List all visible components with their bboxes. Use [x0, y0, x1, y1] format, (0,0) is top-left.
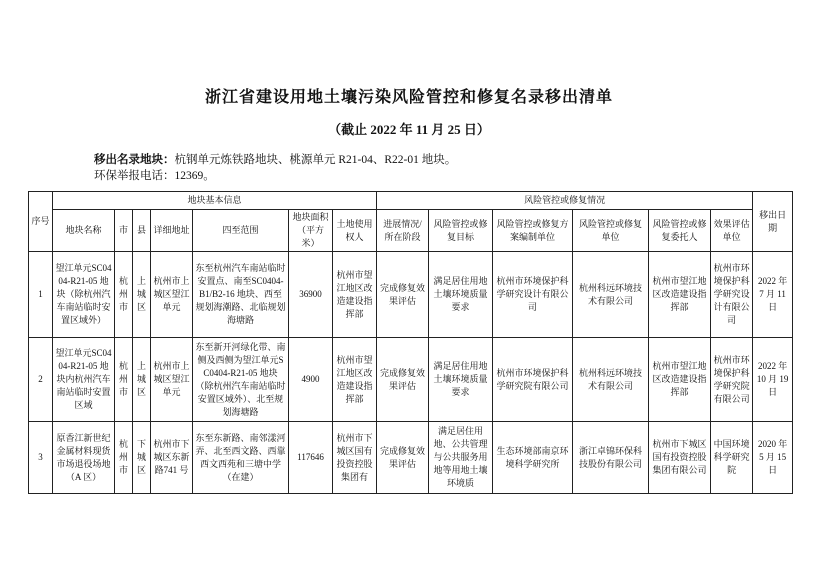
cell-area: 4900	[289, 338, 333, 422]
cell-removal-date: 2022 年 7 月 11 日	[753, 252, 793, 338]
cell-address: 杭州市下城区东新路741 号	[151, 422, 193, 494]
cell-area: 36900	[289, 252, 333, 338]
header-boundary: 四至范围	[193, 210, 289, 252]
cell-client: 杭州市望江地区改造建设指挥部	[649, 252, 711, 338]
cell-area: 117646	[289, 422, 333, 494]
cell-plot-name: 原香江新世纪金属材料现货市场退役场地（A 区）	[53, 422, 115, 494]
cell-plan-unit: 生态环境部南京环境科学研究所	[493, 422, 573, 494]
header-repair-unit: 风险管控或修复单位	[573, 210, 649, 252]
header-area: 地块面积（平方米）	[289, 210, 333, 252]
table-group-header-row	[29, 192, 793, 210]
cell-removal-date: 2022 年 10 月 19 日	[753, 338, 793, 422]
removed-plots-line	[94, 152, 818, 168]
table-row	[29, 252, 793, 338]
header-assess-unit: 效果评估单位	[711, 210, 753, 252]
cell-client: 杭州市下城区国有投资控股集团有限公司	[649, 422, 711, 494]
header-group-basic-info: 地块基本信息	[53, 192, 377, 210]
table-row	[29, 338, 793, 422]
cell-city: 杭州市	[115, 422, 133, 494]
cell-address: 杭州市上城区望江单元	[151, 252, 193, 338]
cell-county: 上城区	[133, 338, 151, 422]
cell-assess-unit: 杭州市环境保护科学研究院有限公司	[711, 338, 753, 422]
cell-target: 满足居住用地土壤环境质量要求	[429, 338, 493, 422]
cell-land-user: 杭州市望江地区改造建设指挥部	[333, 252, 377, 338]
cell-stage: 完成修复效果评估	[377, 252, 429, 338]
cell-assess-unit: 杭州市环境保护科学研究设计有限公司	[711, 252, 753, 338]
cell-plot-name: 望江单元SC0404-R21-05 地块内杭州汽车南站临时安置区域	[53, 338, 115, 422]
removed-plots-value: 杭钢单元炼铁路地块、桃源单元 R21-04、R22-01 地块。	[174, 154, 457, 166]
header-county: 县	[133, 210, 151, 252]
cell-target: 满足居住用地土壤环境质量要求	[429, 252, 493, 338]
hotline-label: 环保举报电话：	[94, 170, 175, 182]
cell-assess-unit: 中国环境科学研究院	[711, 422, 753, 494]
cell-seq: 1	[29, 252, 53, 338]
table-row	[29, 422, 793, 494]
removal-list-table	[28, 191, 793, 494]
cell-seq: 3	[29, 422, 53, 494]
header-plot-name: 地块名称	[53, 210, 115, 252]
cell-land-user: 杭州市望江地区改造建设指挥部	[333, 338, 377, 422]
cell-boundary: 东至杭州汽车南站临时安置点、南至SC0404-B1/B2-16 地块、西至规划海潮路、北临规划海塘路	[193, 252, 289, 338]
cell-county: 上城区	[133, 252, 151, 338]
cell-boundary: 东至东新路、南邻漾河弄、北至西文路、西靠西文西苑和三塘中学（在建）	[193, 422, 289, 494]
header-seq: 序号	[29, 192, 53, 252]
cell-seq: 2	[29, 338, 53, 422]
cell-address: 杭州市上城区望江单元	[151, 338, 193, 422]
header-address: 详细地址	[151, 210, 193, 252]
page-title: 浙江省建设用地土壤污染风险管控和修复名录移出清单	[204, 89, 613, 106]
page-subtitle: （截止 2022 年 11 月 25 日）	[328, 122, 490, 137]
header-group-risk-info: 风险管控或修复情况	[377, 192, 753, 210]
cell-client: 杭州市望江地区改造建设指挥部	[649, 338, 711, 422]
cell-plan-unit: 杭州市环境保护科学研究设计有限公司	[493, 252, 573, 338]
table-column-header-row	[29, 210, 793, 252]
header-removal-date: 移出日期	[753, 192, 793, 252]
header-client: 风险管控或修复委托人	[649, 210, 711, 252]
intro-block	[94, 152, 818, 184]
cell-removal-date: 2020 年 5 月 15 日	[753, 422, 793, 494]
hotline-line	[94, 168, 818, 184]
header-stage: 进展情况/所在阶段	[377, 210, 429, 252]
cell-repair-unit: 杭州科远环境技术有限公司	[573, 252, 649, 338]
cell-plan-unit: 杭州市环境保护科学研究院有限公司	[493, 338, 573, 422]
cell-target: 满足居住用地、公共管理与公共服务用地等用地土壤环境质	[429, 422, 493, 494]
header-target: 风险管控或修复目标	[429, 210, 493, 252]
cell-county: 下城区	[133, 422, 151, 494]
cell-plot-name: 望江单元SC0404-R21-05 地块（除杭州汽车南站临时安置区域外）	[53, 252, 115, 338]
cell-stage: 完成修复效果评估	[377, 422, 429, 494]
hotline-value: 12369。	[174, 170, 215, 182]
cell-boundary: 东至新开河绿化带、南侧及西侧为望江单元SC0404-R21-05 地块（除杭州汽车南站临时安置区域外）、北至规划海塘路	[193, 338, 289, 422]
header-plan-unit: 风险管控或修复方案编制单位	[493, 210, 573, 252]
cell-city: 杭州市	[115, 252, 133, 338]
cell-repair-unit: 杭州科远环境技术有限公司	[573, 338, 649, 422]
cell-land-user: 杭州市下城区国有投资控股集团有	[333, 422, 377, 494]
removed-plots-label: 移出名录地块：	[94, 154, 175, 166]
cell-city: 杭州市	[115, 338, 133, 422]
header-land-user: 土地使用权人	[333, 210, 377, 252]
cell-stage: 完成修复效果评估	[377, 338, 429, 422]
cell-repair-unit: 浙江卓锦环保科技股份有限公司	[573, 422, 649, 494]
header-city: 市	[115, 210, 133, 252]
